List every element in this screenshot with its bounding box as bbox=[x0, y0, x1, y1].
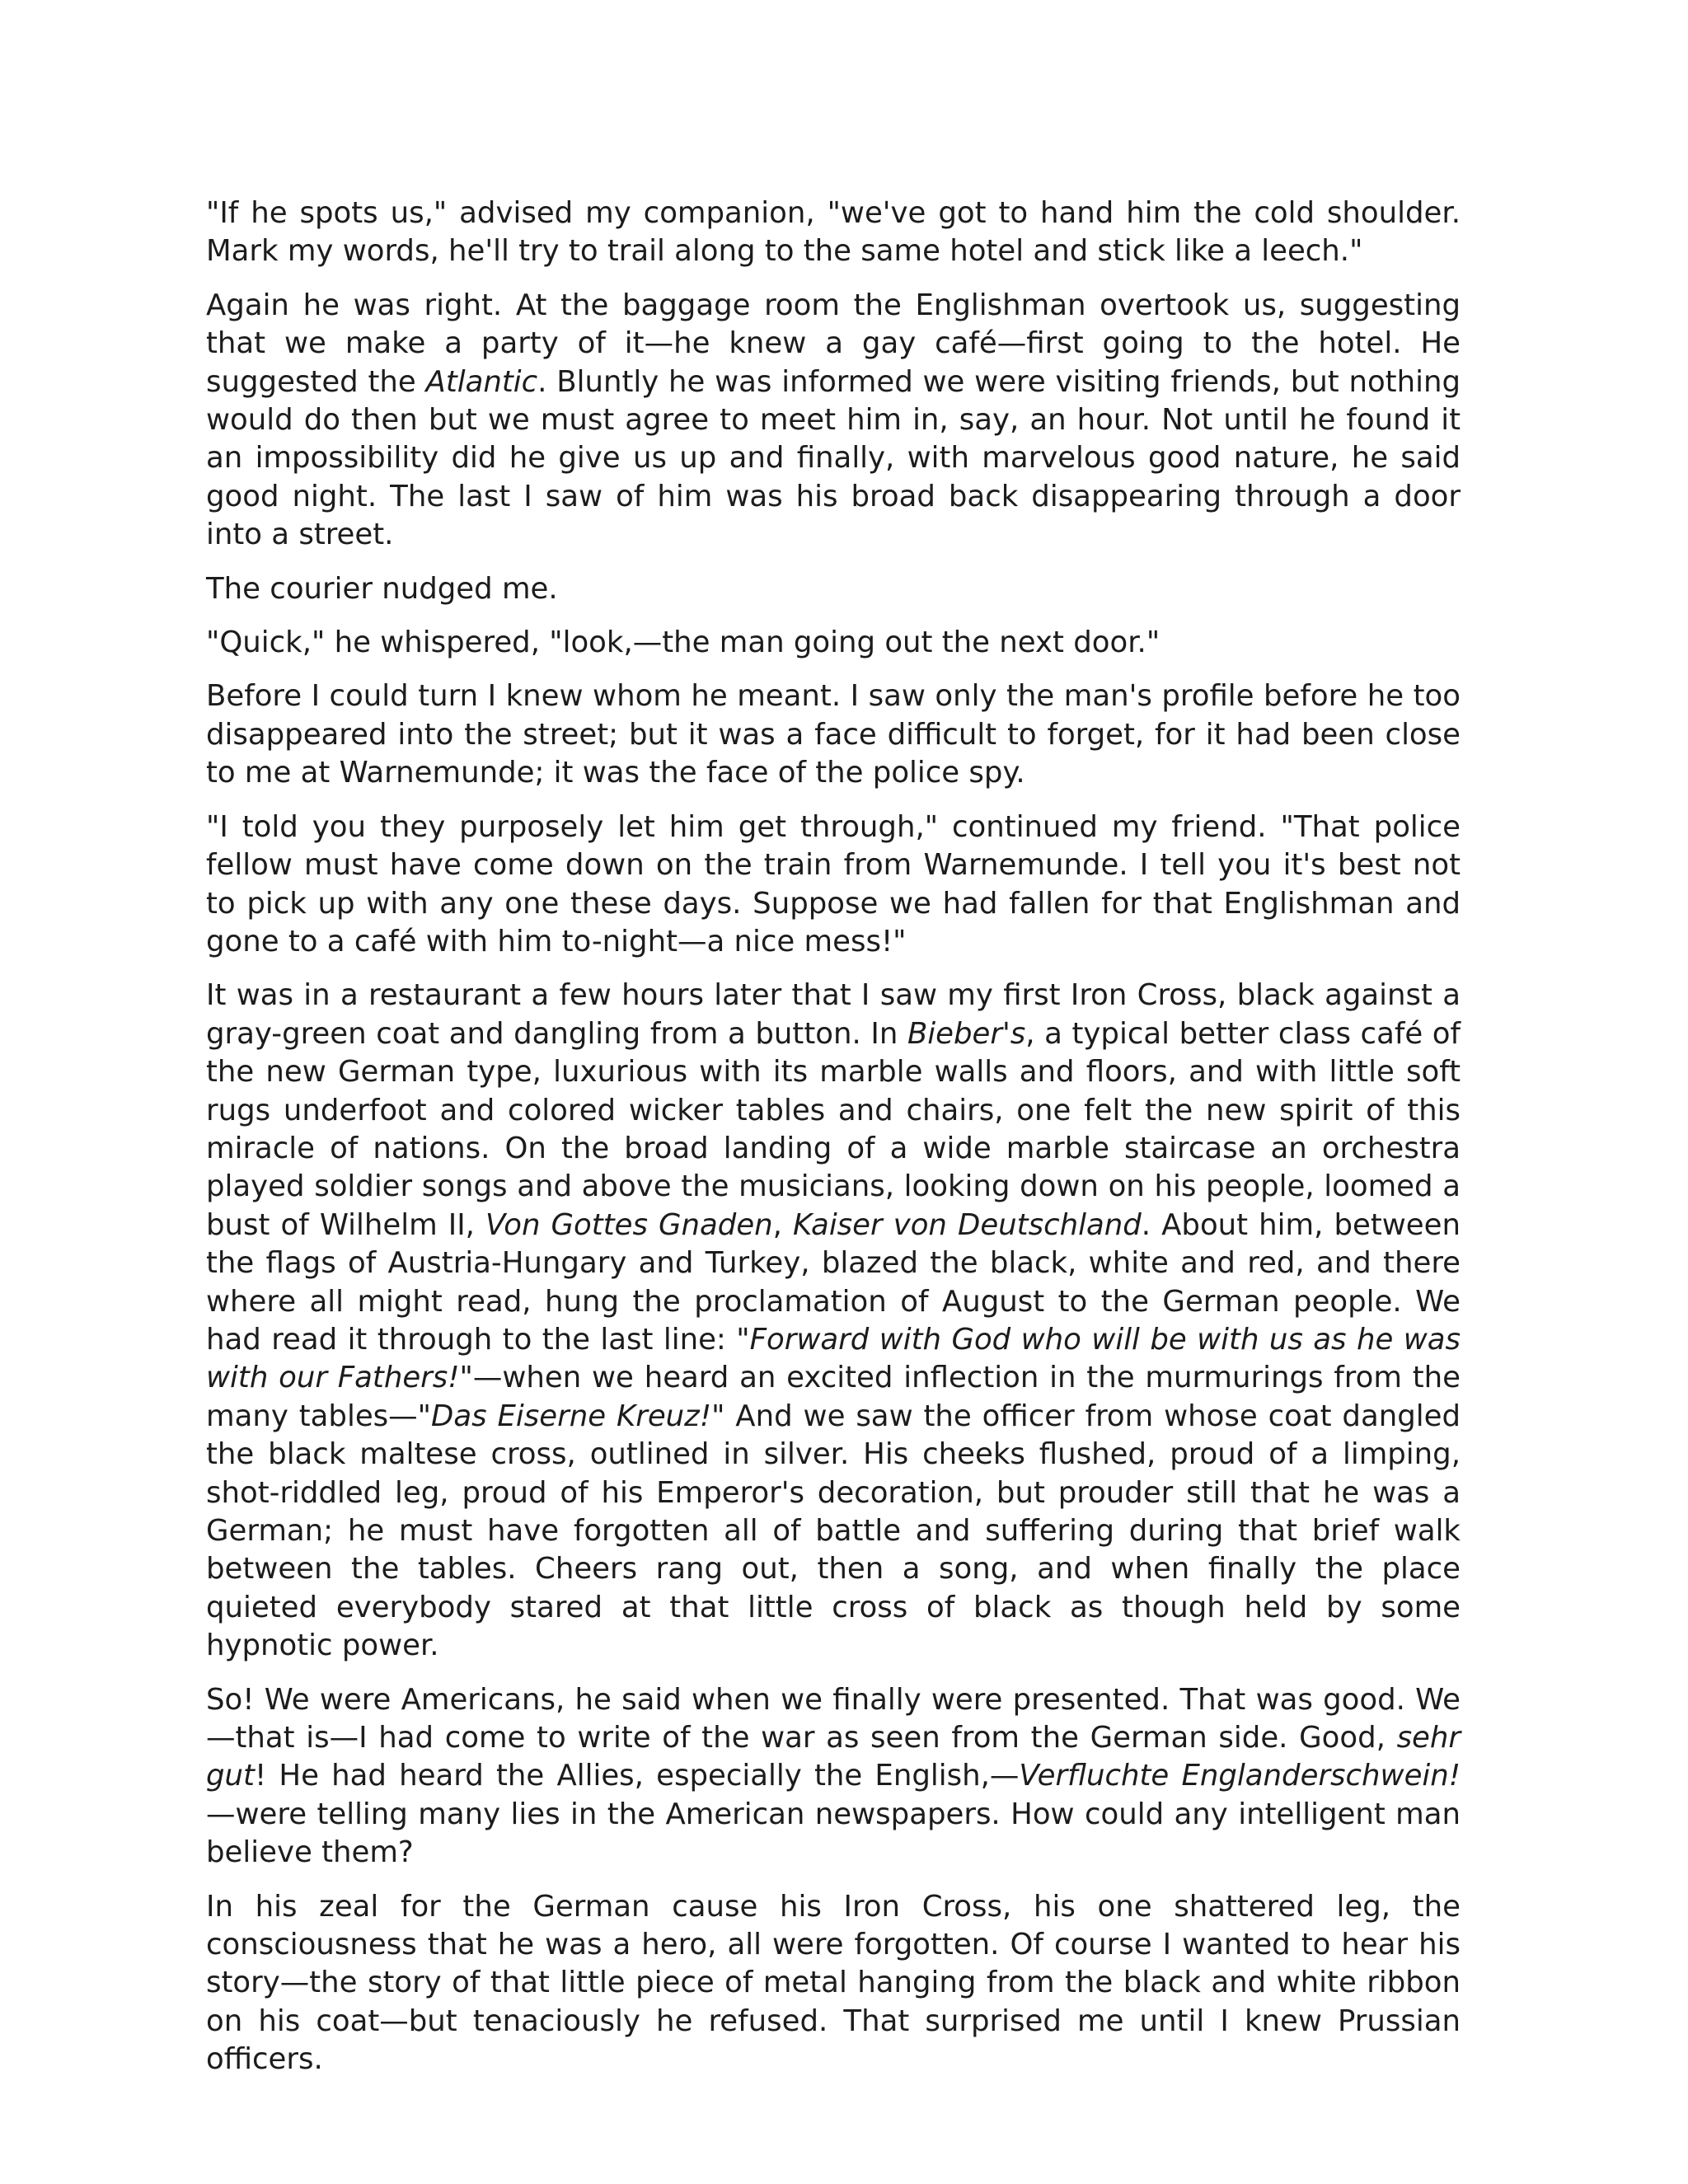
text-run: "If he spots us," advised my companion, "we've got to hand him the cold shoulder. Mark my words, he'll try to trail along to the same hotel and stick like a leech." bbox=[206, 196, 1461, 269]
text-run: , a typical better class café of the new German type, luxurious with its marble walls and floors, and with little soft rugs underfoot and colored wicker tables and chairs, one felt the new spirit of this miracle of nations. On the broad landing of a wide marble staircase an orchestra played soldier songs and above the musicians, looking down on his people, loomed a bust of Wilhelm II, bbox=[206, 1016, 1461, 1242]
text-run: Again he was right. At the baggage room the Englishman overtook us, suggesting that we make a party of it—he knew a gay café—first going to the hotel. He suggested the bbox=[206, 288, 1461, 399]
document-page bbox=[206, 194, 1461, 2095]
italic-text: sehr gut bbox=[206, 1721, 1461, 1793]
italic-text: Forward with God who will be with us as he was with our Fathers! bbox=[206, 1322, 1461, 1395]
italic-text: Verfluchte Englanderschwein! bbox=[1019, 1759, 1461, 1793]
body-paragraph bbox=[206, 194, 1461, 271]
text-run: —were telling many lies in the American newspapers. How could any intelligent man believe them? bbox=[206, 1797, 1461, 1870]
body-paragraph bbox=[206, 977, 1461, 1665]
body-paragraph bbox=[206, 624, 1461, 662]
text-run: , bbox=[772, 1207, 794, 1242]
text-run: So! We were Americans, he said when we finally were presented. That was good. We—that is—I had come to write of the war as seen from the German side. Good, bbox=[206, 1682, 1461, 1755]
body-paragraph bbox=[206, 287, 1461, 555]
text-run: . Bluntly he was informed we were visiting friends, but nothing would do then but we must agree to meet him in, say, an hour. Not until he found it an impossibility did he give us up and finally, with marvelous good nature, he said good night. The last I saw of him was his broad back disappearing through a door into a street. bbox=[206, 364, 1461, 552]
text-run: In his zeal for the German cause his Iron Cross, his one shattered leg, the consciousness that he was a hero, all were forgotten. Of course I wanted to hear his story—the story of that little piece of metal hanging from the black and white ribbon on his coat—but tenaciously he refused. That surprised me until I knew Prussian officers. bbox=[206, 1889, 1461, 2077]
body-paragraph bbox=[206, 570, 1461, 608]
text-run: . About him, between the flags of Austria-Hungary and Turkey, blazed the black, white and red, and there where all might read, hung the proclamation of August to the German people. We had read it through to the last line: " bbox=[206, 1207, 1461, 1357]
italic-text: Von Gottes Gnaden bbox=[485, 1207, 773, 1242]
text-run: Before I could turn I knew whom he meant. I saw only the man's profile before he too disappeared into the street; but it was a face difficult to forget, for it had been close to me at Warnemunde; it was the face of the police spy. bbox=[206, 679, 1461, 790]
text-run: The courier nudged me. bbox=[206, 571, 558, 606]
body-paragraph bbox=[206, 808, 1461, 962]
italic-text: Atlantic bbox=[425, 364, 538, 399]
body-paragraph bbox=[206, 1681, 1461, 1872]
text-run: "Quick," he whispered, "look,—the man going out the next door." bbox=[206, 626, 1160, 660]
body-paragraph bbox=[206, 677, 1461, 792]
italic-text: Bieber's bbox=[907, 1016, 1026, 1051]
text-run: "—when we heard an excited inflection in the murmurings from the many tables—" bbox=[206, 1361, 1461, 1433]
text-run: It was in a restaurant a few hours later that I saw my first Iron Cross, black against a gray-green coat and dangling from a button. In bbox=[206, 978, 1461, 1051]
text-run: " And we saw the officer from whose coat dangled the black maltese cross, outlined in silver. His cheeks flushed, proud of a limping, shot-riddled leg, proud of his Emperor's decoration, but prouder still that he was a German; he must have forgotten all of battle and suffering during that brief walk between the tables. Cheers rang out, then a song, and when finally the place quieted everybody stared at that little cross of black as though held by some hypnotic power. bbox=[206, 1399, 1461, 1663]
text-run: ! He had heard the Allies, especially the English,— bbox=[254, 1759, 1020, 1793]
text-run: "I told you they purposely let him get through," continued my friend. "That police fellow must have come down on the train from Warnemunde. I tell you it's best not to pick up with any one these days. Suppose we had fallen for that Englishman and gone to a café with him to-night—a nice mess!" bbox=[206, 809, 1461, 958]
italic-text: Das Eiserne Kreuz! bbox=[431, 1399, 712, 1433]
body-paragraph bbox=[206, 1888, 1461, 2079]
italic-text: Kaiser von Deutschland bbox=[793, 1207, 1142, 1242]
